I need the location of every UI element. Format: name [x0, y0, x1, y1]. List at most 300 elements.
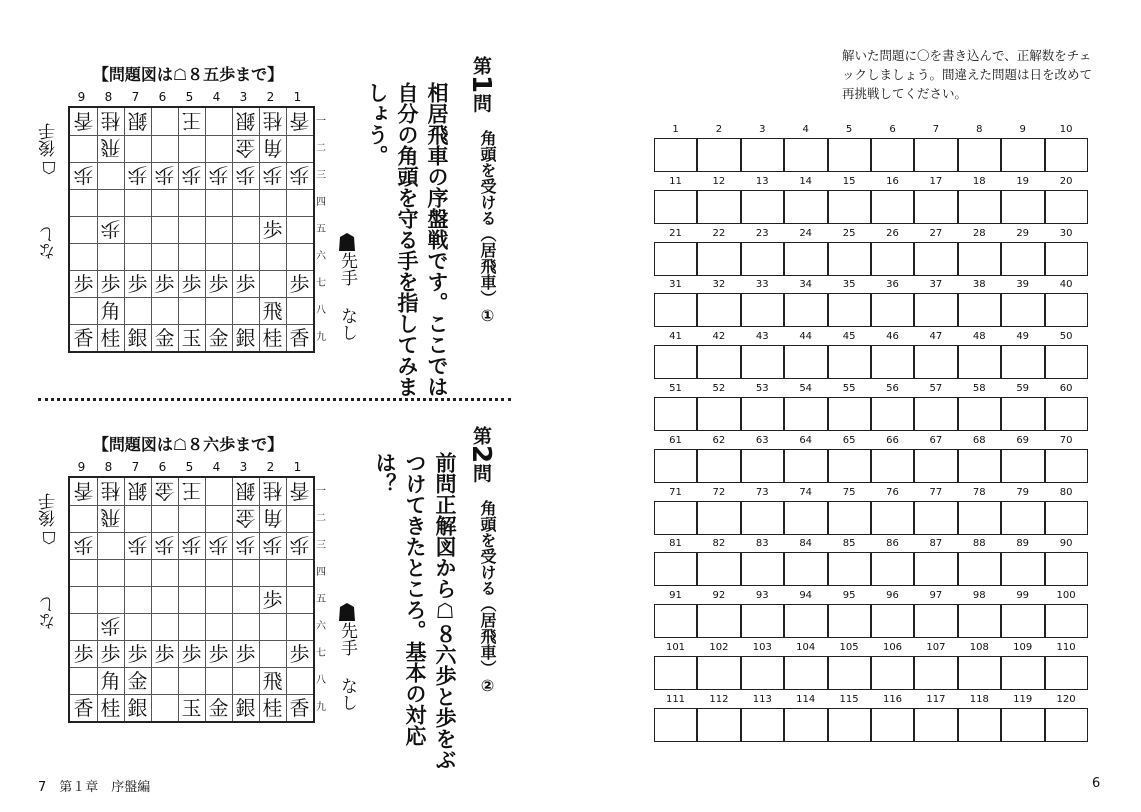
checklist-box[interactable] [914, 293, 957, 327]
checklist-number: 16 [886, 175, 899, 187]
checklist-box[interactable] [697, 345, 740, 379]
checklist-box[interactable] [654, 501, 697, 535]
checklist-number: 50 [1059, 331, 1073, 343]
sente-piece: 角 [100, 668, 121, 693]
checklist-box[interactable] [784, 293, 827, 327]
sente-piece: 角 [100, 298, 121, 323]
checklist-box[interactable] [958, 449, 1001, 483]
row-labels [314, 106, 328, 349]
shogi-board [68, 106, 315, 353]
checklist-box[interactable] [828, 190, 871, 224]
grid-line [286, 108, 287, 351]
gote-piece: 桂 [262, 479, 283, 504]
gote-piece: 飛 [100, 136, 121, 161]
checklist-box[interactable] [914, 138, 957, 172]
gote-piece: 金 [154, 479, 175, 504]
checklist-box[interactable] [1001, 138, 1044, 172]
gote-piece: 歩 [208, 533, 229, 558]
checklist-number: 68 [972, 434, 986, 446]
checklist-box[interactable] [958, 552, 1001, 586]
checklist-box[interactable] [828, 345, 871, 379]
gote-piece: 歩 [262, 163, 283, 188]
row-label: 六 [316, 621, 326, 632]
checklist-number: 116 [882, 693, 903, 705]
checklist-row [654, 279, 1088, 331]
checklist-number: 47 [929, 331, 943, 343]
checklist-number: 84 [799, 538, 813, 550]
checklist-number: 76 [886, 486, 899, 498]
checklist-box[interactable] [871, 656, 914, 690]
sente-piece: 桂 [100, 325, 121, 350]
checklist-box[interactable] [654, 708, 697, 742]
checklist-number: 88 [972, 538, 986, 550]
checklist-box[interactable] [654, 242, 697, 276]
question-prefix: 第 [470, 425, 492, 445]
checklist-number: 31 [669, 279, 682, 291]
sente-piece: 歩 [73, 271, 94, 296]
gote-piece: 歩 [208, 163, 229, 188]
checklist-number: 22 [712, 227, 726, 239]
gote-piece: 金 [235, 136, 256, 161]
checklist-box[interactable] [654, 552, 697, 586]
checklist-box[interactable] [914, 345, 957, 379]
checklist-box[interactable] [871, 501, 914, 535]
question-number [466, 414, 496, 494]
checklist-number: 106 [882, 642, 903, 653]
gote-piece: 金 [235, 506, 256, 531]
checklist-row [654, 694, 1088, 746]
checklist-number: 23 [755, 227, 769, 239]
checklist-number: 17 [929, 175, 943, 187]
sente-hand: なし [337, 677, 357, 711]
checklist-number: 81 [669, 538, 682, 550]
checklist-box[interactable] [914, 449, 957, 483]
checklist-box[interactable] [697, 293, 740, 327]
sente-label: 先手 [337, 252, 357, 286]
column-label: 3 [239, 90, 248, 104]
checklist-number: 39 [1016, 279, 1030, 291]
grid-line [178, 108, 179, 351]
checklist-box[interactable] [654, 656, 697, 690]
column-label: 1 [293, 460, 302, 474]
checklist-number: 10 [1059, 124, 1073, 135]
question-number [466, 44, 496, 124]
checklist-box[interactable] [697, 449, 740, 483]
checklist-number: 110 [1056, 642, 1076, 653]
column-label: 8 [104, 460, 113, 474]
checklist-number: 113 [752, 693, 772, 705]
checklist-box[interactable] [741, 190, 784, 224]
checklist-box[interactable] [871, 552, 914, 586]
checklist-number: 83 [755, 538, 769, 550]
gote-piece: 銀 [127, 109, 148, 134]
checklist-box[interactable] [741, 552, 784, 586]
checklist-box[interactable] [871, 293, 914, 327]
checklist-box[interactable] [784, 242, 827, 276]
checklist-box[interactable] [741, 397, 784, 431]
checklist-number: 56 [886, 383, 899, 394]
checklist-number: 109 [1013, 642, 1033, 653]
checklist-box[interactable] [828, 656, 871, 690]
checklist-box[interactable] [1045, 656, 1088, 690]
checklist-box[interactable] [914, 190, 957, 224]
checklist-box[interactable] [654, 345, 697, 379]
checklist-box[interactable] [828, 552, 871, 586]
sente-piece: 歩 [100, 641, 121, 666]
grid-line [124, 108, 125, 351]
sente-piece-icon [339, 603, 355, 621]
checklist-box[interactable] [914, 604, 957, 638]
checklist-box[interactable] [914, 242, 957, 276]
checklist-box[interactable] [828, 604, 871, 638]
checklist-box[interactable] [697, 501, 740, 535]
gote-piece: 歩 [100, 614, 121, 639]
checklist-box[interactable] [1001, 190, 1044, 224]
checklist-number: 51 [669, 383, 682, 394]
checklist-number: 1 [672, 124, 679, 135]
row-label: 二 [316, 143, 326, 154]
sente-piece: 歩 [289, 641, 310, 666]
puzzle-description: 相居飛車の序盤戦です。ここでは自分の角頭を守る手を指してみましょう。 [365, 82, 449, 397]
checklist-number: 80 [1059, 486, 1073, 498]
checklist-box[interactable] [741, 138, 784, 172]
row-label: 三 [316, 170, 326, 181]
checklist-box[interactable] [784, 397, 827, 431]
sente-piece: 歩 [262, 587, 283, 612]
checklist-box[interactable] [784, 656, 827, 690]
checklist-number: 104 [796, 642, 816, 653]
gote-piece: 飛 [100, 506, 121, 531]
checklist-box[interactable] [828, 293, 871, 327]
row-label: 五 [316, 594, 326, 605]
row-label: 七 [316, 278, 326, 289]
gote-piece: 歩 [181, 533, 202, 558]
gote-hand: なし [39, 596, 59, 630]
checklist-box[interactable] [1045, 501, 1088, 535]
checklist-box[interactable] [697, 656, 740, 690]
checklist-box[interactable] [1001, 604, 1044, 638]
gote-piece: 香 [73, 479, 94, 504]
checklist-box[interactable] [1001, 656, 1044, 690]
checklist-number: 4 [802, 124, 809, 135]
sente-piece: 桂 [262, 325, 283, 350]
checklist-number: 75 [842, 486, 856, 498]
checklist-box[interactable] [784, 708, 827, 742]
checklist-number: 70 [1059, 434, 1073, 446]
sente-piece: 香 [73, 325, 94, 350]
sente-piece: 歩 [181, 271, 202, 296]
checklist-number: 66 [886, 434, 899, 446]
checklist-number: 120 [1056, 693, 1076, 705]
checklist-box[interactable] [958, 293, 1001, 327]
checklist-box[interactable] [1001, 708, 1044, 742]
gote-piece: 歩 [100, 217, 121, 242]
checklist-box[interactable] [741, 345, 784, 379]
sente-piece: 歩 [208, 271, 229, 296]
puzzle-1 [0, 0, 560, 397]
gote-piece: 銀 [235, 109, 256, 134]
checklist-box[interactable] [784, 138, 827, 172]
checklist-number: 13 [755, 175, 769, 187]
checklist-box[interactable] [1045, 345, 1088, 379]
checklist-box[interactable] [828, 708, 871, 742]
checklist-number: 60 [1059, 383, 1073, 394]
checklist-number: 7 [932, 124, 940, 135]
checklist-box[interactable] [958, 190, 1001, 224]
checklist-number: 37 [929, 279, 943, 291]
checklist-number: 64 [799, 434, 813, 446]
checklist-box[interactable] [784, 604, 827, 638]
row-label: 五 [316, 224, 326, 235]
gote-piece: 桂 [262, 109, 283, 134]
checklist-box[interactable] [1001, 501, 1044, 535]
checklist-box[interactable] [1045, 190, 1088, 224]
sente-piece: 歩 [100, 271, 121, 296]
column-label: 2 [266, 460, 275, 474]
gote-piece: 角 [262, 136, 283, 161]
checklist-box[interactable] [871, 190, 914, 224]
checklist-number: 103 [752, 642, 772, 653]
question-title: 角頭を受ける（居飛車）② [478, 500, 497, 695]
sente-piece: 金 [154, 325, 175, 350]
checklist-box[interactable] [1045, 138, 1088, 172]
sente-piece: 歩 [181, 641, 202, 666]
checklist-box[interactable] [871, 449, 914, 483]
checklist-box[interactable] [958, 345, 1001, 379]
sente-piece: 金 [208, 695, 229, 720]
footer-right: 6 [1092, 776, 1101, 791]
checklist-box[interactable] [958, 604, 1001, 638]
grid-line [70, 559, 313, 560]
checklist-box[interactable] [697, 708, 740, 742]
checklist-box[interactable] [654, 604, 697, 638]
checklist-number: 65 [842, 434, 856, 446]
checklist-box[interactable] [741, 501, 784, 535]
checklist-number: 58 [972, 383, 986, 394]
sente-piece: 飛 [262, 298, 283, 323]
checklist-box[interactable] [1045, 708, 1088, 742]
checklist-box[interactable] [1045, 397, 1088, 431]
checklist-box[interactable] [914, 708, 957, 742]
gote-label: ☖後手 [39, 123, 59, 177]
checklist-number: 32 [712, 279, 726, 291]
column-label: 9 [77, 90, 86, 104]
checklist-number: 99 [1016, 590, 1030, 602]
checklist-box[interactable] [958, 708, 1001, 742]
checklist-box[interactable] [1045, 242, 1088, 276]
checklist-number: 73 [755, 486, 769, 498]
checklist-box[interactable] [914, 501, 957, 535]
checklist-box[interactable] [697, 552, 740, 586]
column-label: 4 [212, 460, 221, 474]
row-label: 七 [316, 648, 326, 659]
checklist-box[interactable] [828, 501, 871, 535]
checklist-box[interactable] [697, 190, 740, 224]
checklist-row [654, 124, 1088, 176]
footer-left: 7 第１章 序盤編 [38, 780, 151, 795]
checklist-number: 26 [886, 227, 899, 239]
checklist-box[interactable] [741, 293, 784, 327]
checklist-box[interactable] [1001, 242, 1044, 276]
checklist-number: 36 [886, 279, 899, 291]
gote-piece: 歩 [154, 533, 175, 558]
checklist-number: 96 [886, 590, 899, 602]
gote-piece: 銀 [235, 479, 256, 504]
checklist-number: 2 [715, 124, 723, 135]
checklist-box[interactable] [654, 138, 697, 172]
checklist-number: 97 [929, 590, 943, 602]
checklist-box[interactable] [784, 552, 827, 586]
checklist-box[interactable] [871, 345, 914, 379]
checklist-box[interactable] [741, 708, 784, 742]
checklist-box[interactable] [784, 501, 827, 535]
checklist-number: 90 [1059, 538, 1073, 550]
column-label: 5 [185, 460, 194, 474]
checklist-box[interactable] [1001, 552, 1044, 586]
checklist-number: 119 [1013, 693, 1033, 705]
checklist-number: 72 [712, 486, 726, 498]
checklist-box[interactable] [871, 242, 914, 276]
checklist-number: 79 [1016, 486, 1030, 498]
gote-piece: 王 [181, 479, 202, 504]
checklist-box[interactable] [784, 190, 827, 224]
sente-piece: 歩 [73, 641, 94, 666]
row-label: 四 [316, 567, 326, 578]
checklist-number: 15 [842, 175, 856, 187]
shogi-board [68, 476, 315, 723]
question-prefix: 第 [470, 55, 492, 75]
checklist-number: 94 [799, 590, 813, 602]
checklist-box[interactable] [741, 604, 784, 638]
sente-piece: 銀 [127, 695, 148, 720]
column-label: 9 [77, 460, 86, 474]
checklist-number: 25 [842, 227, 856, 239]
checklist-box[interactable] [784, 449, 827, 483]
checklist-number: 108 [969, 642, 989, 653]
column-label: 4 [212, 90, 221, 104]
checklist-box[interactable] [654, 449, 697, 483]
checklist-box[interactable] [1045, 449, 1088, 483]
row-label: 八 [316, 675, 326, 686]
checklist-box[interactable] [654, 293, 697, 327]
checklist-number: 53 [755, 383, 769, 394]
checklist-box[interactable] [958, 501, 1001, 535]
checklist-box[interactable] [958, 656, 1001, 690]
column-label: 7 [131, 460, 140, 474]
gote-hand: なし [39, 226, 59, 260]
checklist-number: 87 [929, 538, 943, 550]
checklist-box[interactable] [914, 552, 957, 586]
checklist-box[interactable] [958, 242, 1001, 276]
checklist-box[interactable] [914, 656, 957, 690]
checklist-row [654, 228, 1088, 280]
checklist-box[interactable] [1045, 604, 1088, 638]
checklist-box[interactable] [958, 138, 1001, 172]
checklist-number: 61 [669, 434, 682, 446]
checklist-box[interactable] [1045, 293, 1088, 327]
row-label: 九 [316, 332, 326, 343]
checklist-box[interactable] [784, 345, 827, 379]
checklist-box[interactable] [914, 397, 957, 431]
checklist-box[interactable] [828, 138, 871, 172]
checklist-box[interactable] [697, 138, 740, 172]
checklist-box[interactable] [741, 656, 784, 690]
checklist-box[interactable] [871, 708, 914, 742]
question-title: 角頭を受ける（居飛車）① [478, 130, 497, 325]
checklist-box[interactable] [697, 604, 740, 638]
checklist-row [654, 331, 1088, 383]
sente-piece: 歩 [235, 641, 256, 666]
checklist-number: 12 [712, 175, 726, 187]
checklist-row [654, 383, 1088, 435]
checklist-box[interactable] [871, 604, 914, 638]
checklist-number: 6 [889, 124, 896, 135]
gote-piece: 歩 [154, 163, 175, 188]
checklist-number: 78 [972, 486, 986, 498]
checklist-box[interactable] [1001, 293, 1044, 327]
row-labels [314, 476, 328, 719]
checklist-box[interactable] [871, 397, 914, 431]
checklist-number: 28 [972, 227, 986, 239]
checklist-box[interactable] [871, 138, 914, 172]
sente-piece: 桂 [262, 695, 283, 720]
checklist-box[interactable] [958, 397, 1001, 431]
checklist-box[interactable] [1001, 397, 1044, 431]
checklist-number: 63 [755, 434, 769, 446]
question-number-value: 1 [466, 74, 496, 94]
sente-piece: 香 [289, 325, 310, 350]
sente-piece: 歩 [127, 271, 148, 296]
checklist-box[interactable] [1045, 552, 1088, 586]
checklist-number: 44 [799, 331, 813, 343]
checklist-row [654, 538, 1088, 590]
checklist-box[interactable] [828, 242, 871, 276]
grid-line [70, 243, 313, 244]
checklist-number: 30 [1059, 227, 1073, 239]
checklist-box[interactable] [741, 242, 784, 276]
checklist-number: 111 [665, 693, 686, 705]
gote-piece: 歩 [73, 533, 94, 558]
gote-piece: 歩 [235, 533, 256, 558]
checklist-box[interactable] [654, 190, 697, 224]
sente-piece: 玉 [181, 695, 202, 720]
checklist-box[interactable] [654, 397, 697, 431]
checklist-box[interactable] [828, 397, 871, 431]
checklist-number: 91 [669, 590, 682, 602]
sente-label: 先手 [337, 622, 357, 656]
column-label: 7 [131, 90, 140, 104]
checklist-box[interactable] [828, 449, 871, 483]
checklist-number: 62 [712, 434, 726, 446]
checklist-box[interactable] [697, 242, 740, 276]
row-label: 八 [316, 305, 326, 316]
checklist-box[interactable] [697, 397, 740, 431]
column-labels [68, 90, 311, 104]
checklist-box[interactable] [1001, 345, 1044, 379]
column-label: 5 [185, 90, 194, 104]
checklist-number: 18 [972, 175, 986, 187]
checklist-number: 11 [669, 175, 682, 187]
gote-piece: 桂 [100, 109, 121, 134]
checklist-number: 33 [755, 279, 769, 291]
sente-piece-icon [339, 233, 355, 251]
checklist-number: 9 [1019, 124, 1026, 135]
puzzle-2 [0, 370, 560, 770]
checklist-number: 46 [886, 331, 899, 343]
checklist-box[interactable] [1001, 449, 1044, 483]
gote-piece: 歩 [127, 163, 148, 188]
checklist-box[interactable] [741, 449, 784, 483]
